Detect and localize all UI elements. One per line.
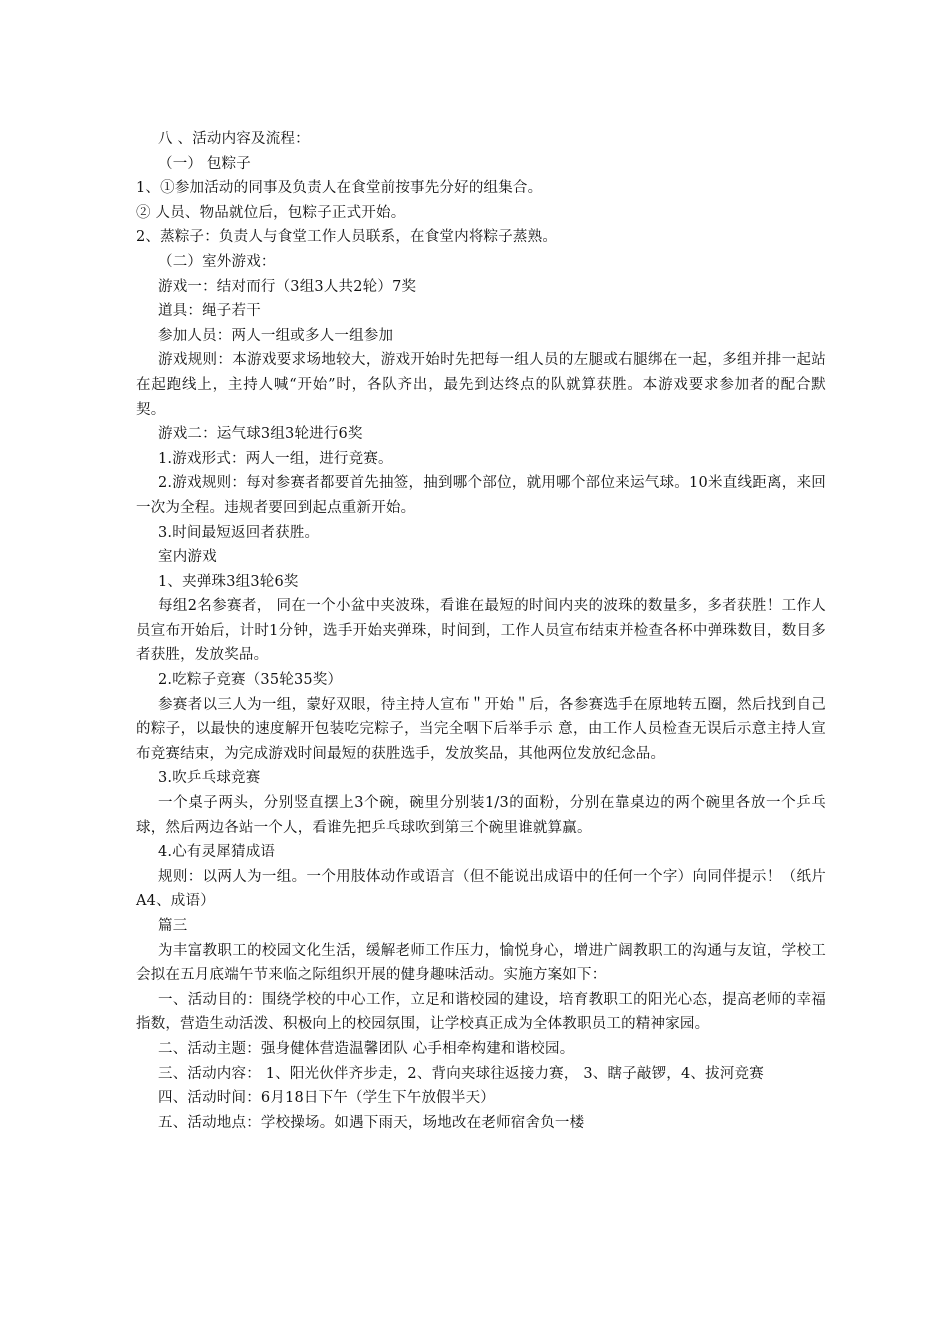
paragraph: 篇三 [158, 918, 188, 934]
paragraph: 五、活动地点：学校操场。如遇下雨天，场地改在老师宿舍负一楼 [158, 1114, 585, 1131]
paragraph: （一） 包粽子 [158, 155, 252, 172]
paragraph: 2.游戏规则：每对参赛者都要首先抽签，抽到哪个部位，就用哪个部位来运气球。10米直线距离，来回一次为全程。违规者要回到起点重新开始。 [136, 475, 826, 516]
paragraph: 1、夹弹珠3组3轮6奖 [158, 573, 299, 590]
paragraph: 道具：绳子若干 [158, 303, 261, 320]
paragraph: 四、活动时间：6月18日下午（学生下午放假半天） [158, 1090, 495, 1107]
paragraph: 参加人员：两人一组或多人一组参加 [158, 327, 394, 344]
paragraph: 参赛者以三人为一组，蒙好双眼，待主持人宣布＂开始＂后，各参赛选手在原地转五圈，然后找到自己的粽子，以最快的速度解开包装吃完粽子，当完全咽下后举手示 意，由工作人员检查无误后示意主持人宣布竞赛结束，为完成游戏时间最短的获胜选手，发放奖品，其他两位发放纪念品。 [136, 696, 826, 762]
paragraph: 每组2名参赛者， 同在一个小盆中夹波珠，看谁在最短的时间内夹的波珠的数量多，多者获胜！工作人员宣布开始后，计时1分钟，选手开始夹弹珠，时间到，工作人员宣布结束并检查各杯中弹珠数目，数目多者获胜，发放奖品。 [136, 598, 826, 664]
document-body [136, 127, 826, 1135]
paragraph: ② 人员、物品就位后，包粽子正式开始。 [136, 204, 406, 221]
paragraph: 2、蒸粽子：负责人与食堂工作人员联系，在食堂内将粽子蒸熟。 [136, 229, 558, 246]
paragraph: 一、活动目的：围绕学校的中心工作，立足和谐校园的建设，培育教职工的阳光心态，提高老师的幸福指数，营造生动活泼、积极向上的校园氛围，让学校真正成为全体教职员工的精神家园。 [136, 991, 826, 1033]
paragraph: 游戏二：运气球3组3轮进行6奖 [158, 426, 363, 443]
paragraph: 3.吹乒乓球竞赛 [158, 770, 261, 787]
paragraph: 三、活动内容： 1、阳光伙伴齐步走，2、背向夹球往返接力赛， 3、瞎子敲锣，4、拔河竞赛 [158, 1065, 764, 1082]
paragraph: 1.游戏形式：两人一组，进行竞赛。 [158, 450, 393, 467]
paragraph: 八 、活动内容及流程： [158, 131, 310, 147]
paragraph: 游戏一：结对而行（3组3人共2轮）7奖 [158, 278, 417, 295]
paragraph: 1、①参加活动的同事及负责人在食堂前按事先分好的组集合。 [136, 180, 543, 197]
paragraph: 游戏规则：本游戏要求场地较大，游戏开始时先把每一组人员的左腿或右腿绑在一起，多组并排一起站在起跑线上，主持人喊“开始”时，各队齐出，最先到达终点的队就算获胜。本游戏要求参加者的配合默契。 [136, 352, 826, 418]
paragraph: 二、活动主题：强身健体营造温馨团队 心手相牵构建和谐校园。 [158, 1040, 575, 1057]
paragraph: 规则：以两人为一组。一个用肢体动作或语言（但不能说出成语中的任何一个字）向同伴提示！（纸片A4、成语） [136, 868, 826, 910]
paragraph: 一个桌子两头，分别竖直摆上3个碗，碗里分别装1/3的面粉，分别在靠桌边的两个碗里各放一个乒乓球，然后两边各站一个人，看谁先把乒乓球吹到第三个碗里谁就算赢。 [136, 795, 826, 836]
paragraph: 为丰富教职工的校园文化生活，缓解老师工作压力，愉悦身心，增进广阔教职工的沟通与友谊，学校工会拟在五月底端午节来临之际组织开展的健身趣味活动。实施方案如下： [136, 942, 826, 984]
paragraph: 2.吃粽子竞赛（35轮35奖） [158, 672, 343, 689]
paragraph: 室内游戏 [158, 549, 217, 566]
paragraph: 4.心有灵犀猜成语 [158, 844, 276, 861]
paragraph: 3.时间最短返回者获胜。 [158, 524, 320, 541]
paragraph: （二）室外游戏： [158, 253, 276, 270]
